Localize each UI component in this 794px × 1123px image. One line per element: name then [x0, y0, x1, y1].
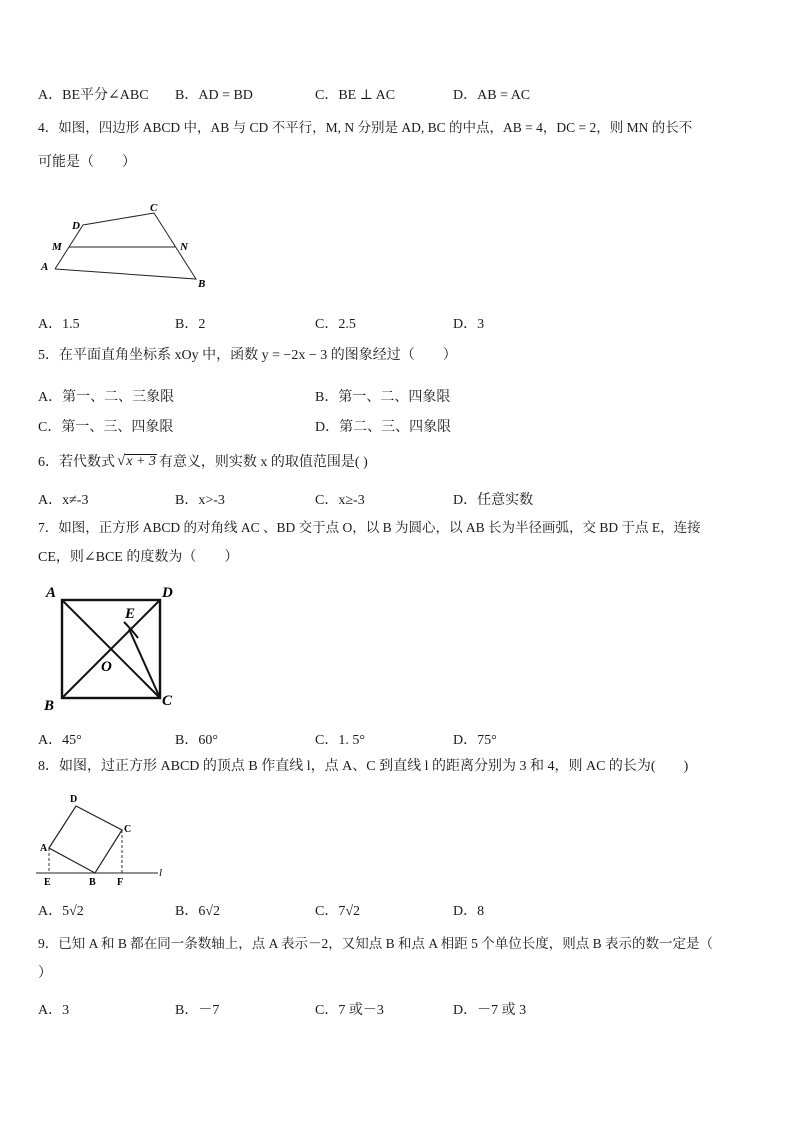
- q4-option-d[interactable]: D．3: [453, 317, 485, 332]
- q7-option-b[interactable]: B．60°: [175, 733, 218, 748]
- q4-figure: [36, 197, 216, 293]
- q5-option-a[interactable]: A．第一、二、三象限: [38, 390, 175, 405]
- q7-label-c: C: [162, 693, 173, 709]
- q6-radical: [117, 454, 157, 468]
- q5-stem: 5．在平面直角坐标系 xOy 中，函数 y = −2x − 3 的图象经过（ ）: [38, 348, 457, 363]
- q8-label-b: B: [89, 877, 96, 888]
- q4-stem: 4．如图，四边形 ABCD 中，AB 与 CD 不平行，M, N 分别是 AD, BC 的中点，AB = 4，DC = 2，则 MN 的长不: [38, 120, 693, 135]
- q8-figure: [34, 790, 174, 890]
- q7-stem-cont: CE，则∠BCE 的度数为（ ）: [38, 550, 239, 565]
- q8-stem: 8．如图，过正方形 ABCD 的顶点 B 作直线 l，点 A、C 到直线 l 的距离分别为 3 和 4，则 AC 的长为( ): [38, 759, 689, 774]
- q5-options-row1: [38, 386, 450, 406]
- q7-option-a[interactable]: A．45°: [38, 733, 82, 748]
- q8-label-a: A: [40, 843, 48, 854]
- q4-option-c[interactable]: C．2.5: [315, 317, 356, 332]
- q5-option-b[interactable]: B．第一、二、四象限: [315, 390, 451, 405]
- q8-options: [38, 900, 484, 920]
- q3-option-a[interactable]: A．BE平分∠ABC: [38, 88, 149, 103]
- q5-option-d[interactable]: D．第二、三、四象限: [315, 420, 452, 435]
- q4-label-m: M: [52, 241, 62, 253]
- q9-stem-cont: ）: [38, 966, 52, 981]
- q8-option-d[interactable]: D．8: [453, 904, 485, 919]
- q8-label-f: F: [117, 877, 124, 888]
- q6-stem-pre: 6．若代数式: [38, 455, 115, 470]
- q6-stem-post: 有意义，则实数 x 的取值范围是( ): [158, 455, 368, 470]
- q8-label-e: E: [44, 877, 51, 888]
- q9-options: [38, 999, 526, 1019]
- q4-label-c: C: [150, 202, 158, 214]
- q6-radicand: x + 3: [126, 454, 156, 469]
- q3-option-b[interactable]: B．AD = BD: [175, 88, 253, 103]
- q7-segment-ce: [129, 629, 160, 698]
- q4-label-a: A: [41, 261, 49, 273]
- q4-label-d: D: [72, 220, 80, 232]
- q3-option-c[interactable]: C．BE ⊥ AC: [315, 88, 396, 103]
- q9-option-c[interactable]: C．7 或－3: [315, 1003, 384, 1018]
- q9-option-b[interactable]: B．－7: [175, 1003, 220, 1018]
- q9-option-d[interactable]: D．－7 或 3: [453, 1003, 527, 1018]
- q7-label-b: B: [44, 698, 55, 714]
- q6-option-c[interactable]: C．x≥-3: [315, 493, 365, 508]
- q8-square: [49, 806, 122, 873]
- q8-label-d: D: [70, 794, 78, 805]
- q4-label-b: B: [198, 278, 206, 290]
- q4-options: [38, 313, 484, 333]
- q7-stem: 7．如图，正方形 ABCD 的对角线 AC 、BD 交于点 O，以 B 为圆心，以 AB 长为半径画弧，交 BD 于点 E，连接: [38, 520, 701, 535]
- q7-label-e: E: [125, 606, 136, 622]
- q8-option-b[interactable]: B．6√2: [175, 904, 221, 919]
- q7-options: [38, 729, 497, 749]
- q7-option-c[interactable]: C．1. 5°: [315, 733, 365, 748]
- q4-stem-cont: 可能是（ ）: [38, 155, 136, 170]
- q4-option-b[interactable]: B．2: [175, 317, 206, 332]
- q6-option-a[interactable]: A．x≠-3: [38, 493, 89, 508]
- q6-option-d[interactable]: D．任意实数: [453, 493, 534, 508]
- q7-label-o: O: [101, 659, 112, 675]
- q8-label-l: l: [159, 867, 163, 879]
- q8-label-c: C: [124, 824, 132, 835]
- q7-label-d: D: [162, 585, 173, 601]
- q6-options: [38, 489, 533, 509]
- q4-label-n: N: [180, 241, 188, 253]
- q8-option-a[interactable]: A．5√2: [38, 904, 84, 919]
- radical-sign-icon: √: [117, 453, 126, 469]
- q3-option-d[interactable]: D．AB = AC: [453, 88, 531, 103]
- q8-option-c[interactable]: C．7√2: [315, 904, 361, 919]
- q9-stem: 9．已知 A 和 B 都在同一条数轴上，点 A 表示－2，又知点 B 和点 A 相距 5 个单位长度，则点 B 表示的数一定是（: [38, 936, 714, 951]
- q7-option-d[interactable]: D．75°: [453, 733, 497, 748]
- q9-option-a[interactable]: A．3: [38, 1003, 70, 1018]
- q5-option-c[interactable]: C．第一、三、四象限: [38, 420, 174, 435]
- q5-options-row2: [38, 416, 451, 436]
- q7-label-a: A: [46, 585, 57, 601]
- q7-figure: [40, 580, 190, 714]
- q6-option-b[interactable]: B．x>-3: [175, 493, 225, 508]
- q6-stem: [38, 451, 368, 471]
- q4-option-a[interactable]: A．1.5: [38, 317, 80, 332]
- q3-options: [38, 84, 530, 104]
